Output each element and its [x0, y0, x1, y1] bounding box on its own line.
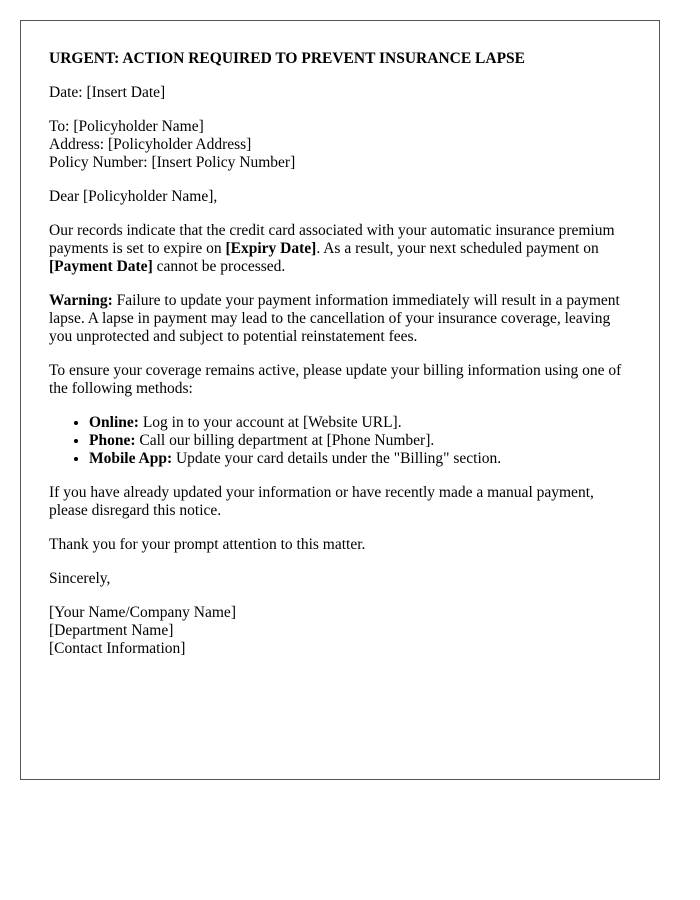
signature-block: [49, 604, 631, 658]
expiry-text-a: Our records indicate that the credit card associated with your automatic insurance premium payments is set to expire on: [49, 222, 615, 257]
signature-name: [Your Name/Company Name]: [49, 604, 236, 621]
method-text: Log in to your account at [Website URL].: [138, 414, 402, 431]
letter-date: Date: [Insert Date]: [49, 84, 166, 101]
method-mobile-app: [89, 450, 631, 468]
warning-label: Warning:: [49, 292, 113, 309]
letter-title: URGENT: ACTION REQUIRED TO PREVENT INSURANCE LAPSE: [49, 50, 525, 67]
method-text: Call our billing department at [Phone Number].: [135, 432, 435, 449]
thanks-paragraph: Thank you for your prompt attention to this matter.: [49, 536, 366, 553]
recipient-name: To: [Policyholder Name]: [49, 118, 204, 135]
disregard-paragraph: If you have already updated your information or have recently made a manual payment, please disregard this notice.: [49, 484, 594, 519]
recipient-block: [49, 118, 631, 172]
method-label: Online:: [89, 414, 139, 431]
warning-text: Failure to update your payment information immediately will result in a payment lapse. A lapse in payment may lead to the cancellation of your insurance coverage, leaving you unprotected and subject to potential reinstatement fees.: [49, 292, 620, 345]
expiry-text-b: . As a result, your next scheduled payment on: [316, 240, 599, 257]
method-label: Mobile App:: [89, 450, 173, 467]
warning-paragraph: [49, 292, 631, 346]
salutation: Dear [Policyholder Name],: [49, 188, 218, 205]
closing: Sincerely,: [49, 570, 111, 587]
method-label: Phone:: [89, 432, 136, 449]
methods-list: [49, 414, 631, 468]
letter-container: [20, 20, 660, 780]
method-phone: [89, 432, 631, 450]
policy-number: Policy Number: [Insert Policy Number]: [49, 154, 296, 171]
signature-department: [Department Name]: [49, 622, 174, 639]
signature-contact: [Contact Information]: [49, 640, 186, 657]
method-online: [89, 414, 631, 432]
expiry-date: [Expiry Date]: [225, 240, 317, 257]
methods-intro: To ensure your coverage remains active, please update your billing information using one of the following methods:: [49, 362, 622, 397]
expiry-paragraph: [49, 222, 631, 276]
recipient-address: Address: [Policyholder Address]: [49, 136, 252, 153]
expiry-text-c: cannot be processed.: [152, 258, 286, 275]
payment-date: [Payment Date]: [49, 258, 153, 275]
method-text: Update your card details under the "Billing" section.: [172, 450, 502, 467]
